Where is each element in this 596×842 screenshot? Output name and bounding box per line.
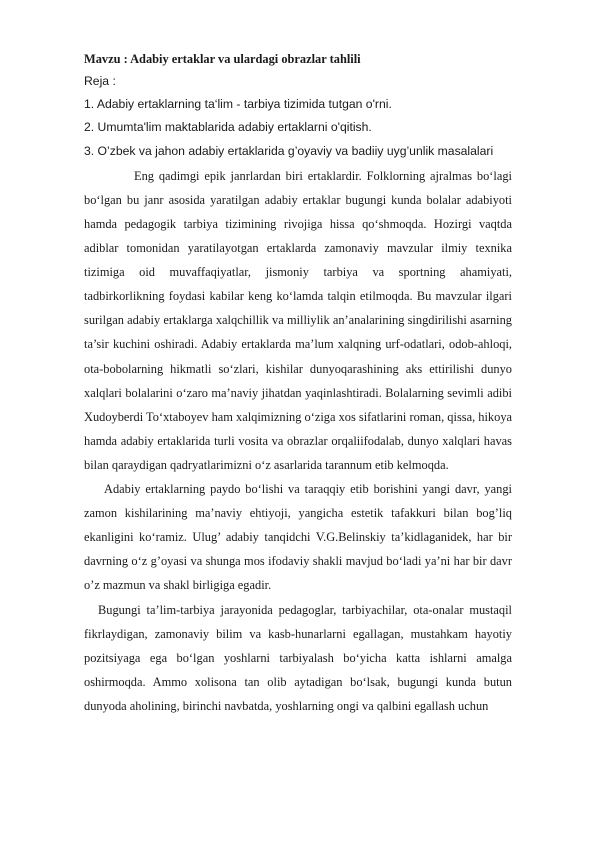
plan-item-1: 1. Adabiy ertaklarning ta‘lim - tarbiya tizimida tutgan o'rni. <box>84 97 392 112</box>
document-title: Mavzu : Adabiy ertaklar va ulardagi obrazlar tahlili <box>84 52 361 66</box>
body-paragraph-2: Adabiy ertaklarning paydo bo‘lishi va taraqqiy etib borishini yangi davr, yangi zamon kishilarining ma’naviy ehtiyoji, yangicha estetik tafakkuri bilan bog’liq ekanligini ko‘ramiz. Ulug’ adabiy tanqidchi V.G.Belinskiy ta’kidlaganidek, har bir davrning o‘z g’oyasi va shunga mos ifodaviy shakli mavjud bo‘ladi ya’ni har bir davr o’z mazmun va shakl birligiga egadir. <box>84 482 512 593</box>
plan-item-3: 3. O’zbek va jahon adabiy ertaklarida g’oyaviy va badiiy uyg’unlik masalalari <box>84 143 494 158</box>
body-paragraph-3: Bugungi ta’lim-tarbiya jarayonida pedagoglar, tarbiyachilar, ota-onalar mustaqil fikrlaydigan, zamonaviy bilim va kasb-hunarlarni egallagan, mustahkam hayotiy pozitsiyaga ega bo‘lgan yoshlarni tarbiyalash bo‘yicha katta ishlarni amalga oshirmoqda. Ammo xolisona tan olib aytadigan bo‘lsak, bugungi kunda butun dunyoda aholining, birinchi navbatda, yoshlarning ongi va qalbini egallash uchun <box>84 602 512 713</box>
body-paragraph-1: Eng qadimgi epik janrlardan biri ertaklardir. Folklorning ajralmas bo‘lagi bo‘lgan bu janr asosida yaratilgan adabiy ertaklar bugungi kunda bolalar adabiyoti hamda pedagogik tarbiya tizimining rivojiga hissa qo‘shmoqda. Hozirgi vaqtda adiblar tomonidan yaratilayotgan ertaklarda zamonaviy mavzular ilmiy texnika tizimiga oid muvaffaqiyatlar, jismoniy tarbiya va sportning ahamiyati, tadbirkorlikning foydasi kabilar keng ko‘lamda talqin etilmoqda. Bu mavzular ilgari surilgan adabiy ertaklarga xalqchillik va milliylik an’analarining singdirilishi asarning ta’sir kuchini oshiradi. Adabiy ertaklarda ma’lum xalqning urf-odatlari, odob-ahloqi, ota-bobolarning hikmatli so‘zlari, kishilar dunyoqarashining aks ettirilishi dunyo xalqlari bolalarini o‘zaro ma’naviy jihatdan yaqinlashtiradi. Bolalarning sevimli adibi Xudoyberdi To‘xtaboyev ham xalqimizning o‘ziga xos sifatlarini roman, qissa, hikoya hamda adabiy ertaklarida turli vosita va obrazlar orqaliifodalab, dunyo xalqlari havas bilan qaraydigan qadryatlarimizni o‘z asarlarida tarannum etib kelmoqda. <box>84 168 513 472</box>
plan-heading: Reja : <box>84 74 116 88</box>
plan-item-2: 2. Umumta'lim maktablarida adabiy ertaklarni o'qitish. <box>84 120 372 135</box>
document-page <box>84 48 512 718</box>
